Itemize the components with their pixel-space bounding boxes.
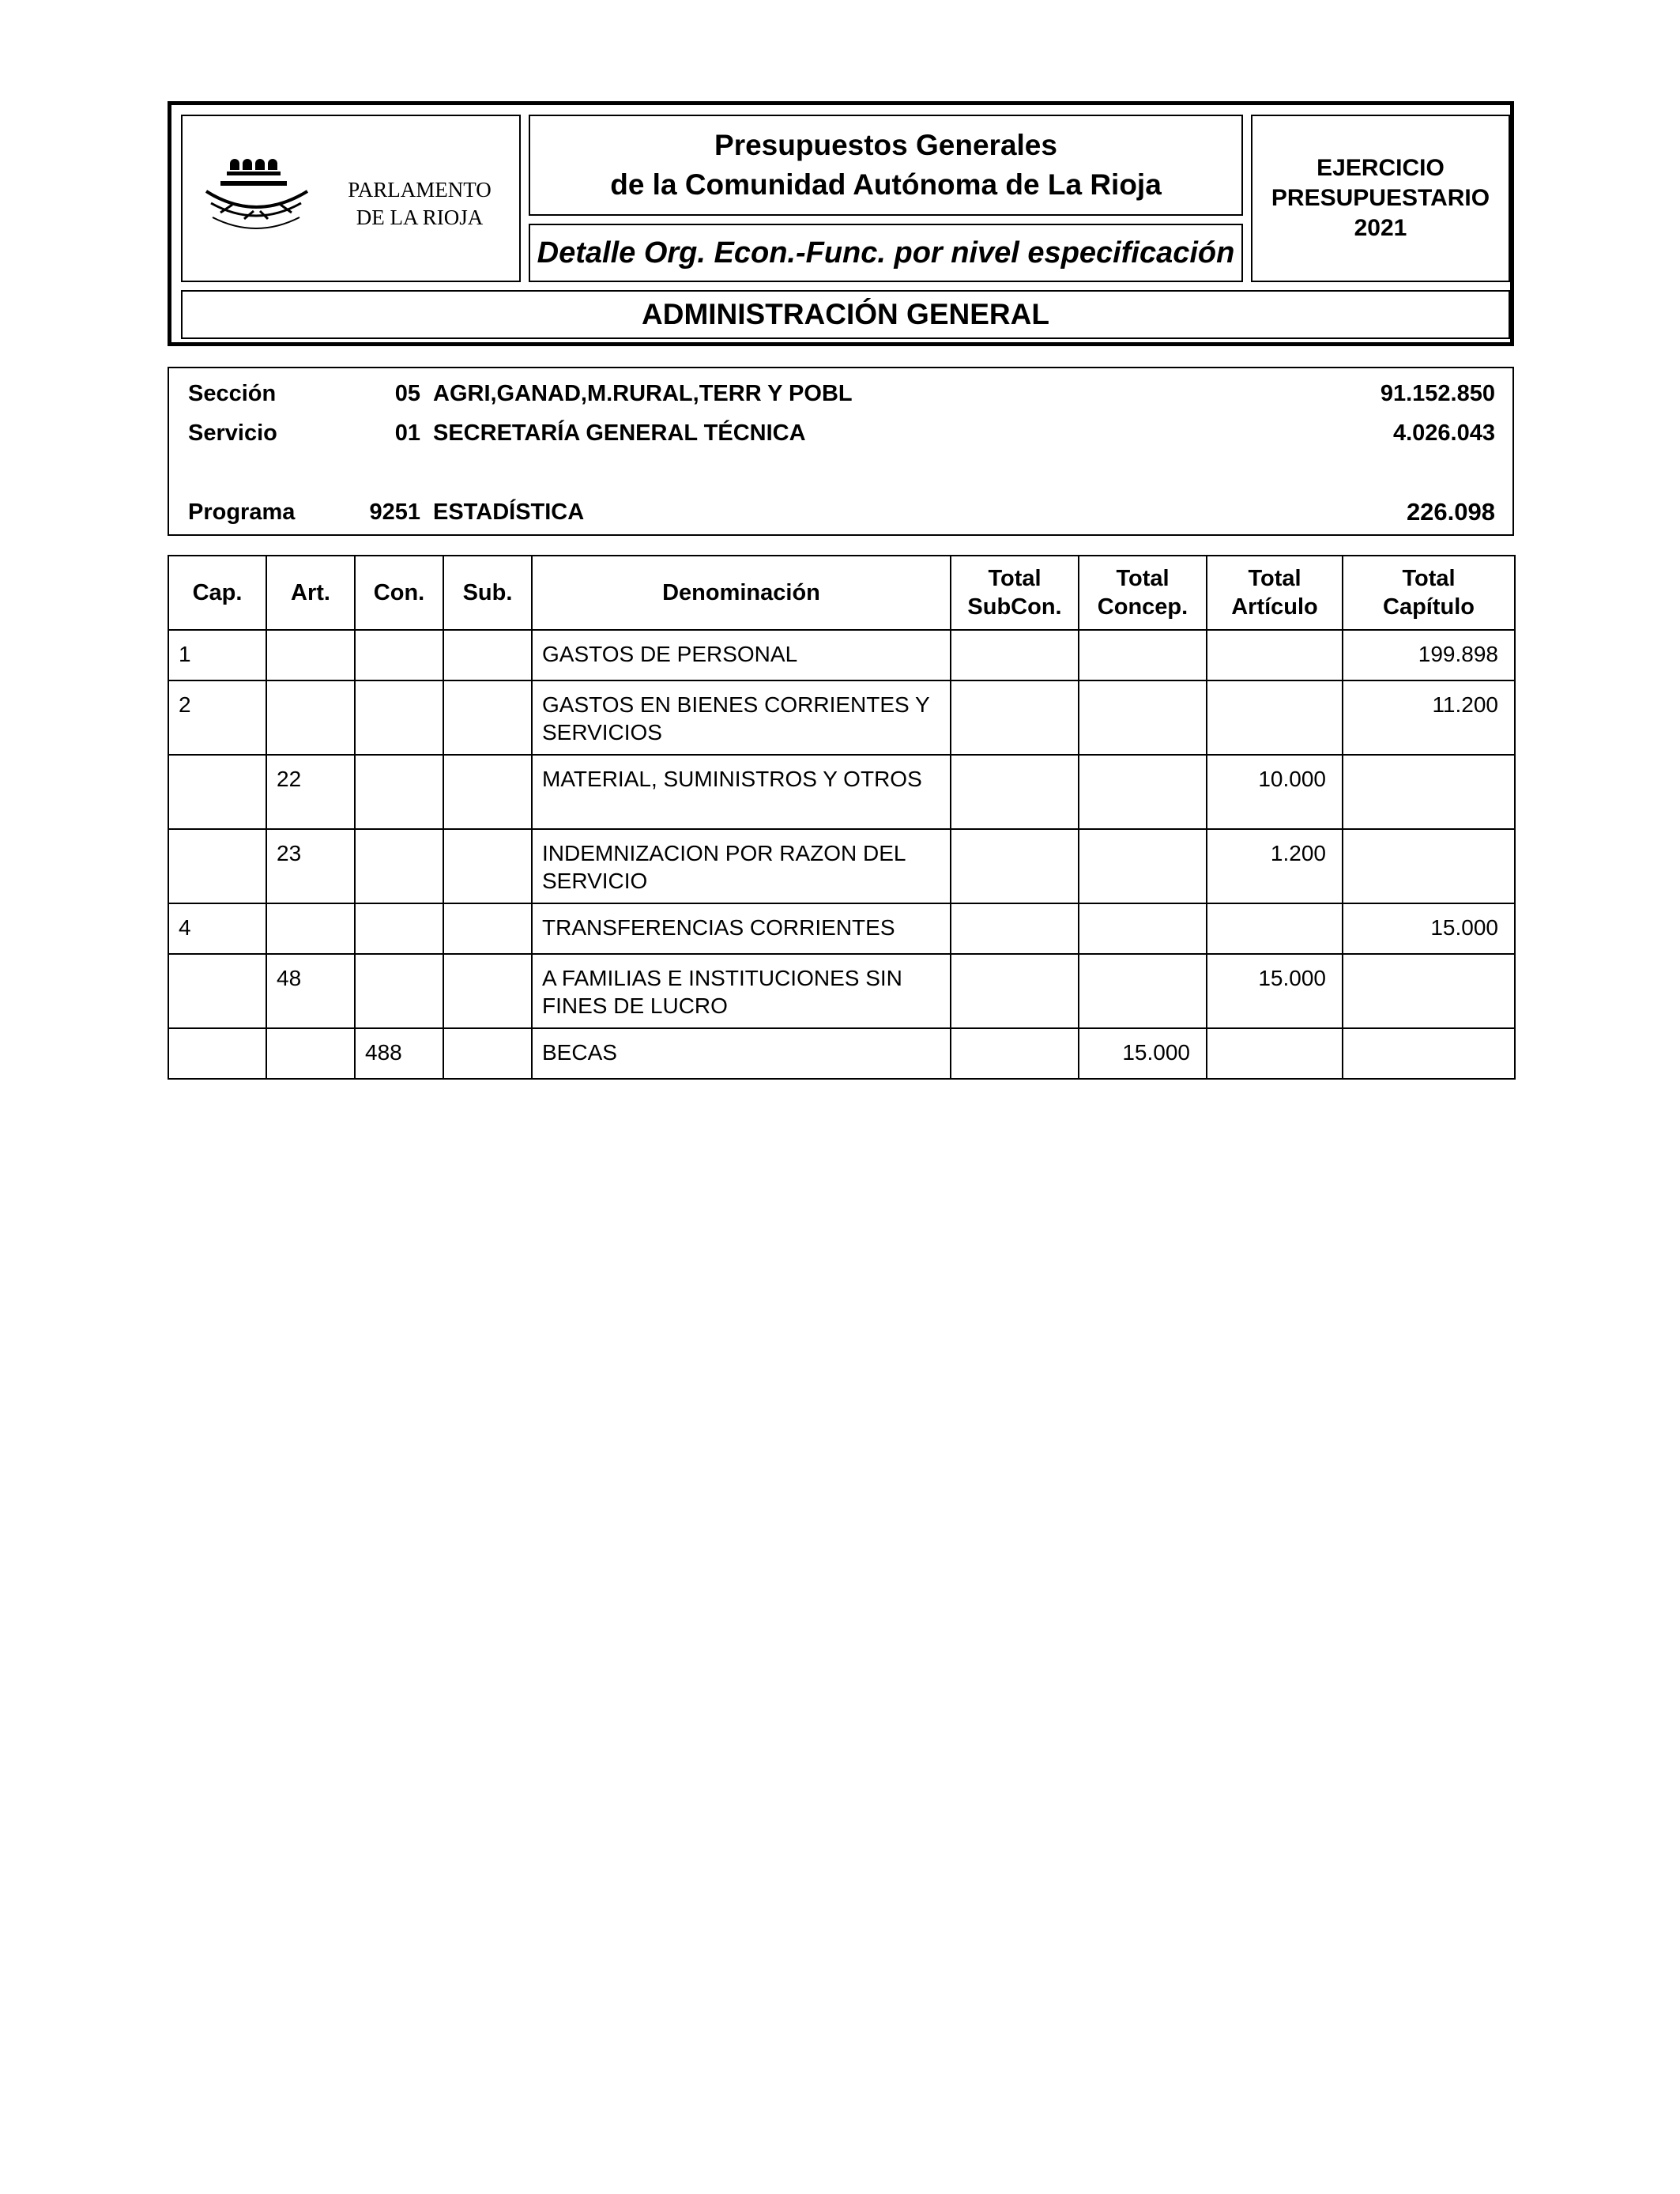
programa-row (169, 496, 1512, 528)
fiscal-year-box (1251, 115, 1510, 282)
programa-code: 9251 (369, 499, 420, 525)
servicio-code: 01 (394, 420, 420, 446)
cell-total-capitulo (1343, 1028, 1515, 1079)
table-row (168, 954, 1515, 1028)
cell-total-capitulo: 15.000 (1343, 903, 1515, 954)
document-title (529, 115, 1243, 216)
cell-denominacion: TRANSFERENCIAS CORRIENTES (532, 903, 951, 954)
header-total-articulo (1207, 556, 1343, 630)
cell-sub (443, 954, 532, 1028)
header-cap: Cap. (168, 556, 266, 630)
header-total-concep-line1: Total (1116, 566, 1170, 591)
cell-art (266, 680, 355, 755)
cell-total-capitulo (1343, 755, 1515, 829)
cell-total-capitulo: 11.200 (1343, 680, 1515, 755)
cell-total-articulo: 15.000 (1207, 954, 1343, 1028)
cell-total-concep (1079, 829, 1207, 903)
header-con: Con. (355, 556, 443, 630)
cell-denominacion: GASTOS DE PERSONAL (532, 630, 951, 680)
logo-text (325, 176, 514, 232)
header-total-concep-line2: Concep. (1097, 594, 1188, 620)
logo-line-2: DE LA RIOJA (356, 205, 484, 229)
cell-total-articulo: 10.000 (1207, 755, 1343, 829)
cell-sub (443, 829, 532, 903)
cell-total-capitulo (1343, 829, 1515, 903)
cell-total-articulo (1207, 1028, 1343, 1079)
cell-con: 488 (355, 1028, 443, 1079)
cell-con (355, 903, 443, 954)
header-total-concep (1079, 556, 1207, 630)
seccion-name: AGRI,GANAD,M.RURAL,TERR Y POBL (433, 381, 853, 406)
header-total-subcon-line2: SubCon. (967, 594, 1062, 620)
cell-con (355, 755, 443, 829)
budget-table (168, 555, 1516, 1080)
cell-denominacion: A FAMILIAS E INSTITUCIONES SIN FINES DE LUCRO (532, 954, 951, 1028)
cell-denominacion: INDEMNIZACION POR RAZON DEL SERVICIO (532, 829, 951, 903)
cell-cap (168, 755, 266, 829)
cell-art (266, 903, 355, 954)
table-header-row (168, 556, 1515, 630)
cell-total-concep (1079, 903, 1207, 954)
header-total-subcon-line1: Total (988, 566, 1042, 591)
cell-total-concep (1079, 680, 1207, 755)
cell-con (355, 630, 443, 680)
table-row (168, 755, 1515, 829)
cell-total-articulo (1207, 903, 1343, 954)
cell-total-capitulo (1343, 954, 1515, 1028)
cell-total-articulo (1207, 630, 1343, 680)
cell-total-concep: 15.000 (1079, 1028, 1207, 1079)
cell-sub (443, 680, 532, 755)
cell-sub (443, 755, 532, 829)
table-row (168, 829, 1515, 903)
servicio-label: Servicio (188, 420, 277, 446)
header-total-capitulo (1343, 556, 1515, 630)
cell-cap: 4 (168, 903, 266, 954)
cell-total-concep (1079, 630, 1207, 680)
cell-cap (168, 1028, 266, 1079)
cell-cap (168, 829, 266, 903)
seccion-row (169, 378, 1512, 409)
header-art: Art. (266, 556, 355, 630)
programa-label: Programa (188, 499, 296, 525)
table-row (168, 903, 1515, 954)
cell-denominacion: GASTOS EN BIENES CORRIENTES Y SERVICIOS (532, 680, 951, 755)
cell-total-subcon (951, 829, 1079, 903)
cell-denominacion: BECAS (532, 1028, 951, 1079)
cell-art: 48 (266, 954, 355, 1028)
logo-line-1: PARLAMENTO (348, 178, 492, 202)
cell-art (266, 630, 355, 680)
parliament-emblem-icon (189, 148, 323, 243)
header-total-articulo-line2: Artículo (1231, 594, 1318, 620)
header-total-articulo-line1: Total (1248, 566, 1301, 591)
cell-con (355, 680, 443, 755)
cell-con (355, 829, 443, 903)
year-line-1: EJERCICIO (1317, 155, 1445, 181)
section-title-box (181, 290, 1510, 339)
table-row (168, 680, 1515, 755)
title-line-2: de la Comunidad Autónoma de La Rioja (610, 168, 1162, 201)
cell-total-concep (1079, 755, 1207, 829)
header-sub: Sub. (443, 556, 532, 630)
header-total-capitulo-line1: Total (1402, 566, 1456, 591)
servicio-row (169, 417, 1512, 449)
subtitle-text: Detalle Org. Econ.-Func. por nivel especificación (537, 236, 1235, 270)
header-total-capitulo-line2: Capítulo (1383, 594, 1475, 620)
cell-total-subcon (951, 680, 1079, 755)
budget-info-box (168, 367, 1514, 536)
cell-cap: 1 (168, 630, 266, 680)
cell-total-subcon (951, 954, 1079, 1028)
year-value: 2021 (1354, 215, 1407, 241)
servicio-name: SECRETARÍA GENERAL TÉCNICA (433, 420, 806, 446)
seccion-code: 05 (394, 381, 420, 406)
table-row (168, 630, 1515, 680)
header-denominacion: Denominación (532, 556, 951, 630)
cell-sub (443, 903, 532, 954)
programa-name: ESTADÍSTICA (433, 499, 585, 525)
cell-total-articulo (1207, 680, 1343, 755)
cell-total-concep (1079, 954, 1207, 1028)
programa-amount: 226.098 (1406, 498, 1495, 526)
servicio-amount: 4.026.043 (1392, 420, 1495, 446)
cell-total-subcon (951, 630, 1079, 680)
table-row (168, 1028, 1515, 1079)
seccion-label: Sección (188, 381, 277, 406)
header-total-subcon (951, 556, 1079, 630)
section-title: ADMINISTRACIÓN GENERAL (642, 298, 1049, 330)
cell-cap: 2 (168, 680, 266, 755)
document-subtitle (529, 224, 1243, 282)
document-header (168, 101, 1514, 346)
title-line-1: Presupuestos Generales (714, 129, 1057, 161)
cell-denominacion: MATERIAL, SUMINISTROS Y OTROS (532, 755, 951, 829)
cell-art: 23 (266, 829, 355, 903)
cell-sub (443, 1028, 532, 1079)
cell-total-subcon (951, 755, 1079, 829)
cell-sub (443, 630, 532, 680)
cell-total-subcon (951, 903, 1079, 954)
cell-total-capitulo: 199.898 (1343, 630, 1515, 680)
cell-art: 22 (266, 755, 355, 829)
logo-box (181, 115, 521, 282)
cell-total-subcon (951, 1028, 1079, 1079)
seccion-amount: 91.152.850 (1380, 381, 1495, 406)
cell-total-articulo: 1.200 (1207, 829, 1343, 903)
year-line-2: PRESUPUESTARIO (1271, 185, 1490, 211)
cell-con (355, 954, 443, 1028)
cell-art (266, 1028, 355, 1079)
cell-cap (168, 954, 266, 1028)
